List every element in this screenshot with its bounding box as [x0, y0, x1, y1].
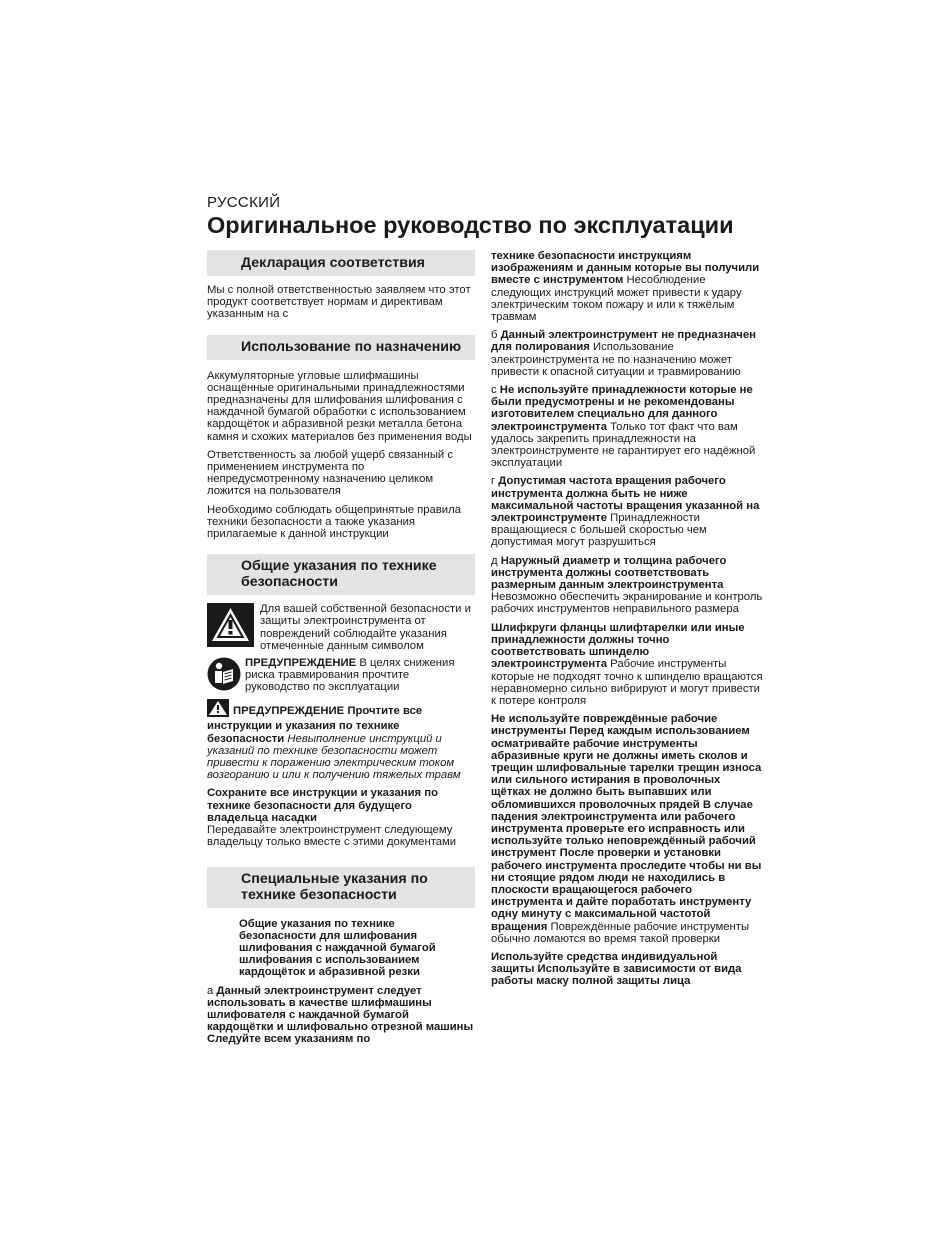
- safety-symbol-note: [207, 603, 475, 652]
- item-h: [491, 951, 763, 988]
- section-heading-general-safety: Общие указания по технике безопасности: [207, 554, 475, 595]
- item-c: [491, 384, 763, 469]
- item-c-mark: с: [491, 384, 497, 397]
- manual-warning-text: В целях снижения риска травмирования прочтите руководство по эксплуатации: [245, 657, 455, 694]
- item-g-bold: Не используйте повреждённые рабочие инструменты Перед каждым использованием осматривайте рабочие инструменты абразивные круги не должны иметь сколов и трещин шлифовальные тарелки трещин износа или сильного истирания в проволочных щётках не должно быть выпавших или обломившихся проволочных прядей В случае падения электроинструмента или рабочего инструмента проверьте его исправность или используйте только неповреждённый рабочий инструмент После проверки и установки рабочего инструмента проследите чтобы ни вы ни стоящие рядом люди не находились в плоскости вращающегося рабочего инструмента и дайте поработать инструменту одну минуту с максимальной частотой вращения: [491, 713, 762, 933]
- read-instructions-warning: [207, 699, 475, 781]
- item-d-text: Принадлежности вращающиеся с большей скоростью чем допустимая могут разрушиться: [491, 512, 707, 549]
- item-c-bold: Не используйте принадлежности которые не были предусмотрены и не рекомендованы изготовителем специально для данного электроинструмента: [491, 384, 753, 433]
- special-safety-subheading: Общие указания по технике безопасности для шлифования шлифования с наждачной бумагой шлифования с использованием кардощёток и абразивной резки: [239, 917, 436, 979]
- read-warning-italic: Невыполнение инструкций и указаний по технике безопасности может привести к поражению электрическим током возгоранию и или к получению тяжелых травм: [207, 732, 461, 782]
- item-b-text: Использование электроинструмента не по назначению может привести к опасной ситуации и травмированию: [491, 341, 741, 378]
- intended-use-paragraph-1: Аккумуляторные угловые шлифмашины оснащённые оригинальными принадлежностями предназначены для шлифования шлифования с наждачной бумагой обработки с использованием кардощёток и абразивной резки металла бетона камня и схожих материалов без применения воды: [207, 369, 472, 443]
- item-g: [491, 713, 763, 945]
- manual-warning-label: ПРЕДУПРЕЖДЕНИЕ: [245, 657, 357, 670]
- right-column: [491, 250, 763, 994]
- left-column: [207, 250, 475, 1052]
- item-a: [207, 985, 475, 1046]
- item-f-bold: Шлифкруги фланцы шлифтарелки или иные принадлежности должны точно соответствовать шпинделю электроинструмента: [491, 621, 745, 671]
- item-c-text: Только тот факт что вам удалось закрепить принадлежности на электроинструменте не гарантирует его надёжной эксплуатации: [491, 420, 756, 470]
- item-b-mark: б: [491, 329, 498, 342]
- item-e-text: Невозможно обеспечить экранирование и контроль рабочих инструментов неправильного размера: [491, 591, 763, 616]
- read-manual-icon: [207, 657, 241, 694]
- intended-use-paragraph-2: Ответственность за любой ущерб связанный с применением инструмента по непредусмотренному назначению целиком ложится на пользователя: [207, 448, 454, 498]
- item-g-text: Повреждённые рабочие инструменты обычно ломаются во время такой проверки: [491, 920, 750, 945]
- item-a-continued: [491, 250, 763, 323]
- item-d-mark: г: [491, 475, 496, 488]
- warning-triangle-icon: [207, 603, 254, 650]
- declaration-text: Мы с полной ответственностью заявляем что этот продукт соответствует нормам и директивам указанным на с: [207, 284, 471, 321]
- item-a-cont-text: Несоблюдение следующих инструкций может привести к удару электрическим током пожару и или к тяжёлым травмам: [491, 274, 742, 324]
- warning-triangle-small-icon: [207, 699, 229, 720]
- safety-symbol-text: Для вашей собственной безопасности и защиты электроинструмента от повреждений соблюдайте указания отмеченные данным символом: [260, 603, 471, 652]
- manual-warning: [207, 657, 475, 694]
- item-b: [491, 329, 763, 378]
- item-h-bold: Используйте средства индивидуальной защиты Используйте в зависимости от вида работы маску полной защиты лица: [491, 950, 742, 988]
- intended-use-paragraph-3: Необходимо соблюдать общепринятые правила техники безопасности а также указания прилагаемые к данной инструкции: [207, 503, 461, 541]
- language-label: РУССКИЙ: [207, 194, 281, 211]
- section-heading-intended-use: Использование по назначению: [207, 335, 475, 360]
- keep-instructions-bold: Сохраните все инструкции и указания по технике безопасности для будущего владельца насадки: [207, 787, 438, 824]
- item-d: [491, 475, 763, 548]
- item-e: [491, 555, 763, 616]
- item-a-mark: а: [207, 984, 214, 997]
- item-d-bold: Допустимая частота вращения рабочего инструмента должна быть не ниже максимальной частоты вращения указанной на электроинструменте: [491, 475, 760, 525]
- keep-instructions-text: Передавайте электроинструмент следующему владельцу только вместе с этими документами: [207, 824, 457, 849]
- page-title: Оригинальное руководство по эксплуатации: [207, 212, 734, 238]
- item-b-bold: Данный электроинструмент не предназначен для полирования: [491, 329, 756, 354]
- section-heading-declaration: Декларация соответствия: [207, 250, 475, 276]
- item-f: [491, 622, 763, 707]
- keep-instructions: [207, 787, 475, 848]
- item-a-bold: Данный электроинструмент следует использовать в качестве шлифмашины шлифователя с наждачной бумагой кардощётки и шлифовально отрезной машины Следуйте всем указаниям по: [207, 984, 474, 1046]
- item-a-cont-bold: технике безопасности инструкциям изображениям и данным которые вы получили вместе с инструментом: [491, 250, 760, 287]
- read-warning-label: ПРЕДУПРЕЖДЕНИЕ Прочтите все инструкции и указания по технике безопасности: [207, 705, 423, 745]
- item-f-text: Рабочие инструменты которые не подходят точно к шпинделю вращаются неравномерно сильно вибрируют и могут привести к потере контроля: [491, 658, 763, 707]
- item-e-bold: Наружный диаметр и толщина рабочего инструмента должны соответствовать размерным данным электроинструмента: [491, 554, 727, 592]
- section-heading-special-safety: Специальные указания по технике безопасности: [207, 867, 475, 908]
- item-e-mark: д: [491, 554, 498, 567]
